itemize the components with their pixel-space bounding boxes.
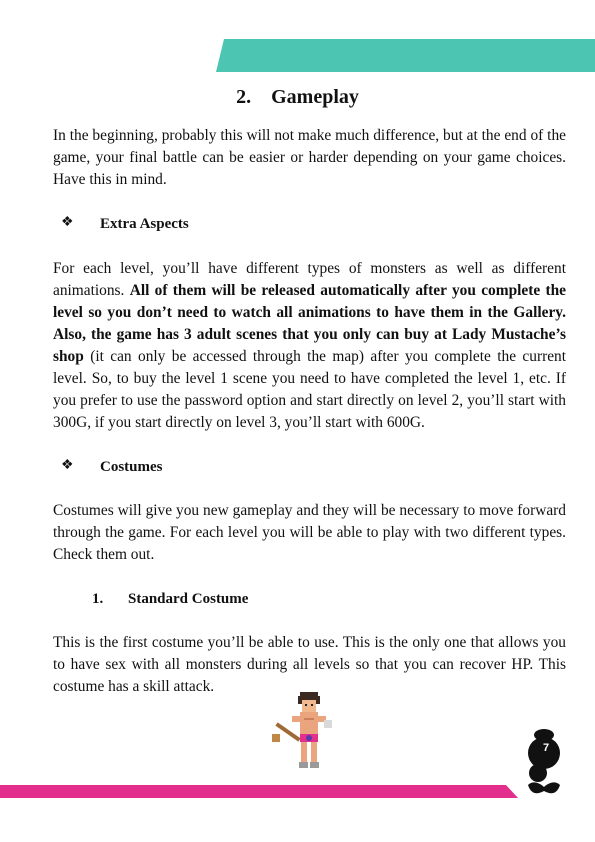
pixel-warrior-sprite-icon — [270, 690, 346, 772]
page-title — [0, 86, 595, 109]
standard-costume-paragraph: This is the first costume you’ll be able to use. This is the only one that allows you to have sex with all monsters during all levels so that you can recover HP. This costume has a skill attack. — [53, 634, 566, 695]
page-number: 7 — [542, 742, 550, 754]
extra-aspects-bold-text: All of them will be released automatically after you complete the level so you don’t need to watch all animations to have them in the Gallery. Also, the game has 3 adult scenes that you only can buy at Lady Mustache’s shop — [53, 282, 567, 365]
section-title: Gameplay — [271, 86, 359, 108]
costumes-heading: Costumes — [100, 459, 163, 475]
extra-aspects-text-2: (it can only be accessed through the map) after you complete the current level. So, to buy the level 1 scene you need to have completed the level 1, etc. If you prefer to use the password option and start directly on level 2, you’ll start with 300G, if you start directly on level 3, you’ll start with 600G. — [53, 348, 566, 431]
section-number: 2. — [236, 86, 252, 108]
standard-costume-heading: Standard Costume — [128, 591, 249, 607]
header-teal-band — [216, 39, 595, 72]
diamond-bullet-icon: ❖ — [61, 458, 74, 473]
page-number-container — [524, 727, 568, 787]
diamond-bullet-icon: ❖ — [61, 215, 74, 230]
costumes-paragraph: Costumes will give you new gameplay and they will be necessary to move forward through the game. For each level you will be able to play with two different types. Check them out. — [53, 502, 566, 563]
standard-costume-number: 1. — [92, 591, 104, 607]
extra-aspects-heading: Extra Aspects — [100, 216, 189, 232]
footer-pink-band — [0, 785, 518, 798]
extra-aspects-paragraph — [53, 258, 566, 434]
extra-aspects-text-1: For each level, you’ll have different types of monsters as well as different animations. — [53, 260, 566, 299]
intro-paragraph: In the beginning, probably this will not make much difference, but at the end of the game, your final battle can be easier or harder depending on your game choices. Have this in mind. — [53, 127, 566, 188]
